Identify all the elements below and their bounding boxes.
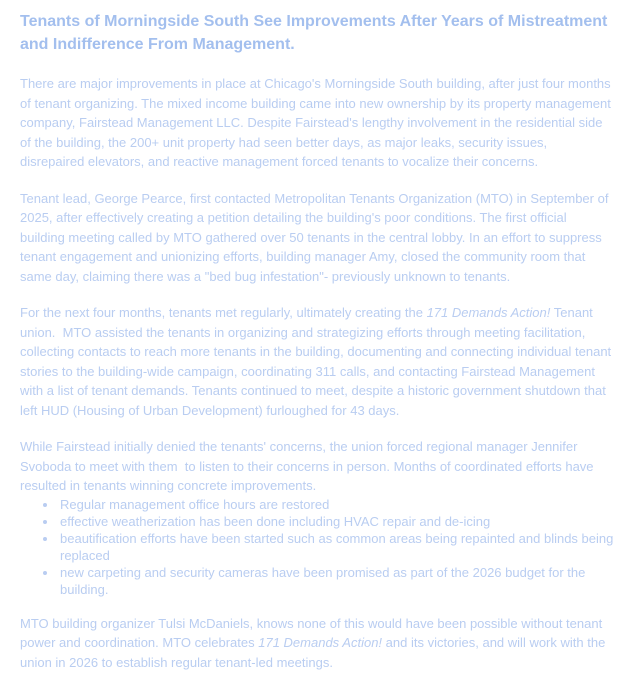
article-title: Tenants of Morningside South See Improvements After Years of Mistreatment and Indifference From Management. — [20, 13, 608, 53]
paragraph-organizing: Tenant lead, George Pearce, first contacted Metropolitan Tenants Organization (MTO) in September of 2025, after effectively creating a petition detailing the building's poor conditions. The first official building meeting called by MTO gathered over 50 tenants in the central lobby. In an effort to suppress tenant engagement and unionizing efforts, building manager Amy, closed the community room that same day, claiming there was a "bed bug infestation"- previously unknown to tenants. — [20, 190, 613, 284]
list-item-carpeting-cameras: • new carpeting and security cameras have been promised as part of the 2026 budget for the building. — [58, 564, 615, 598]
list-item-beautification: • beautification efforts have been started such as common areas being repainted and blinds being replaced — [58, 530, 615, 564]
improvements-list — [20, 496, 615, 598]
list-item-weatherization: • effective weatherization has been done including HVAC repair and de-icing — [58, 513, 615, 530]
text-segment: Tenant union. MTO assisted the tenants in organizing and strategizing efforts through meeting facilitation, collecting contacts to reach more tenants in the building, documenting and connecting individual tenant stories to the building-wide campaign, coordinating 311 calls, and contacting Fairstead Management with a list of tenant demands. Tenants continued to meet, despite a historic government shutdown that left HUD (Housing of Urban Development) furloughed for 43 days. — [20, 305, 615, 418]
paragraph-improvements-intro: While Fairstead initially denied the tenants' concerns, the union forced regional manager Jennifer Svoboda to meet with them to listen to their concerns in person. Months of coordinated efforts have resulted in tenants winning concrete improvements. — [20, 439, 598, 493]
paragraph-intro: There are major improvements in place at Chicago's Morningside South building, after just four months of tenant organizing. The mixed income building came into new ownership by its property management company, Fairstead Management LLC. Despite Fairstead's lengthy involvement in the residential side of the building, the 200+ unit property had seen better days, as major leaks, security issues, disrepaired elevators, and reactive management forced tenants to vocalize their concerns. — [20, 76, 615, 169]
union-name-italic: 171 Demands Action! — [258, 635, 383, 650]
text-segment: For the next four months, tenants met regularly, ultimately creating the — [20, 305, 427, 320]
text-segment: MTO building organizer Tulsi McDaniels, knows none of this would have been possible without tenant power and coordination. MTO celebrates — [20, 615, 606, 650]
paragraph-closing — [20, 614, 615, 673]
union-name-italic: 171 Demands Action! — [426, 305, 551, 320]
text-segment: and its victories, and will work with the union in 2026 to establish regular tenant-led meetings. — [20, 635, 609, 670]
list-item-office-hours: • Regular management office hours are restored — [58, 496, 615, 513]
paragraph-union-formation — [20, 303, 615, 420]
